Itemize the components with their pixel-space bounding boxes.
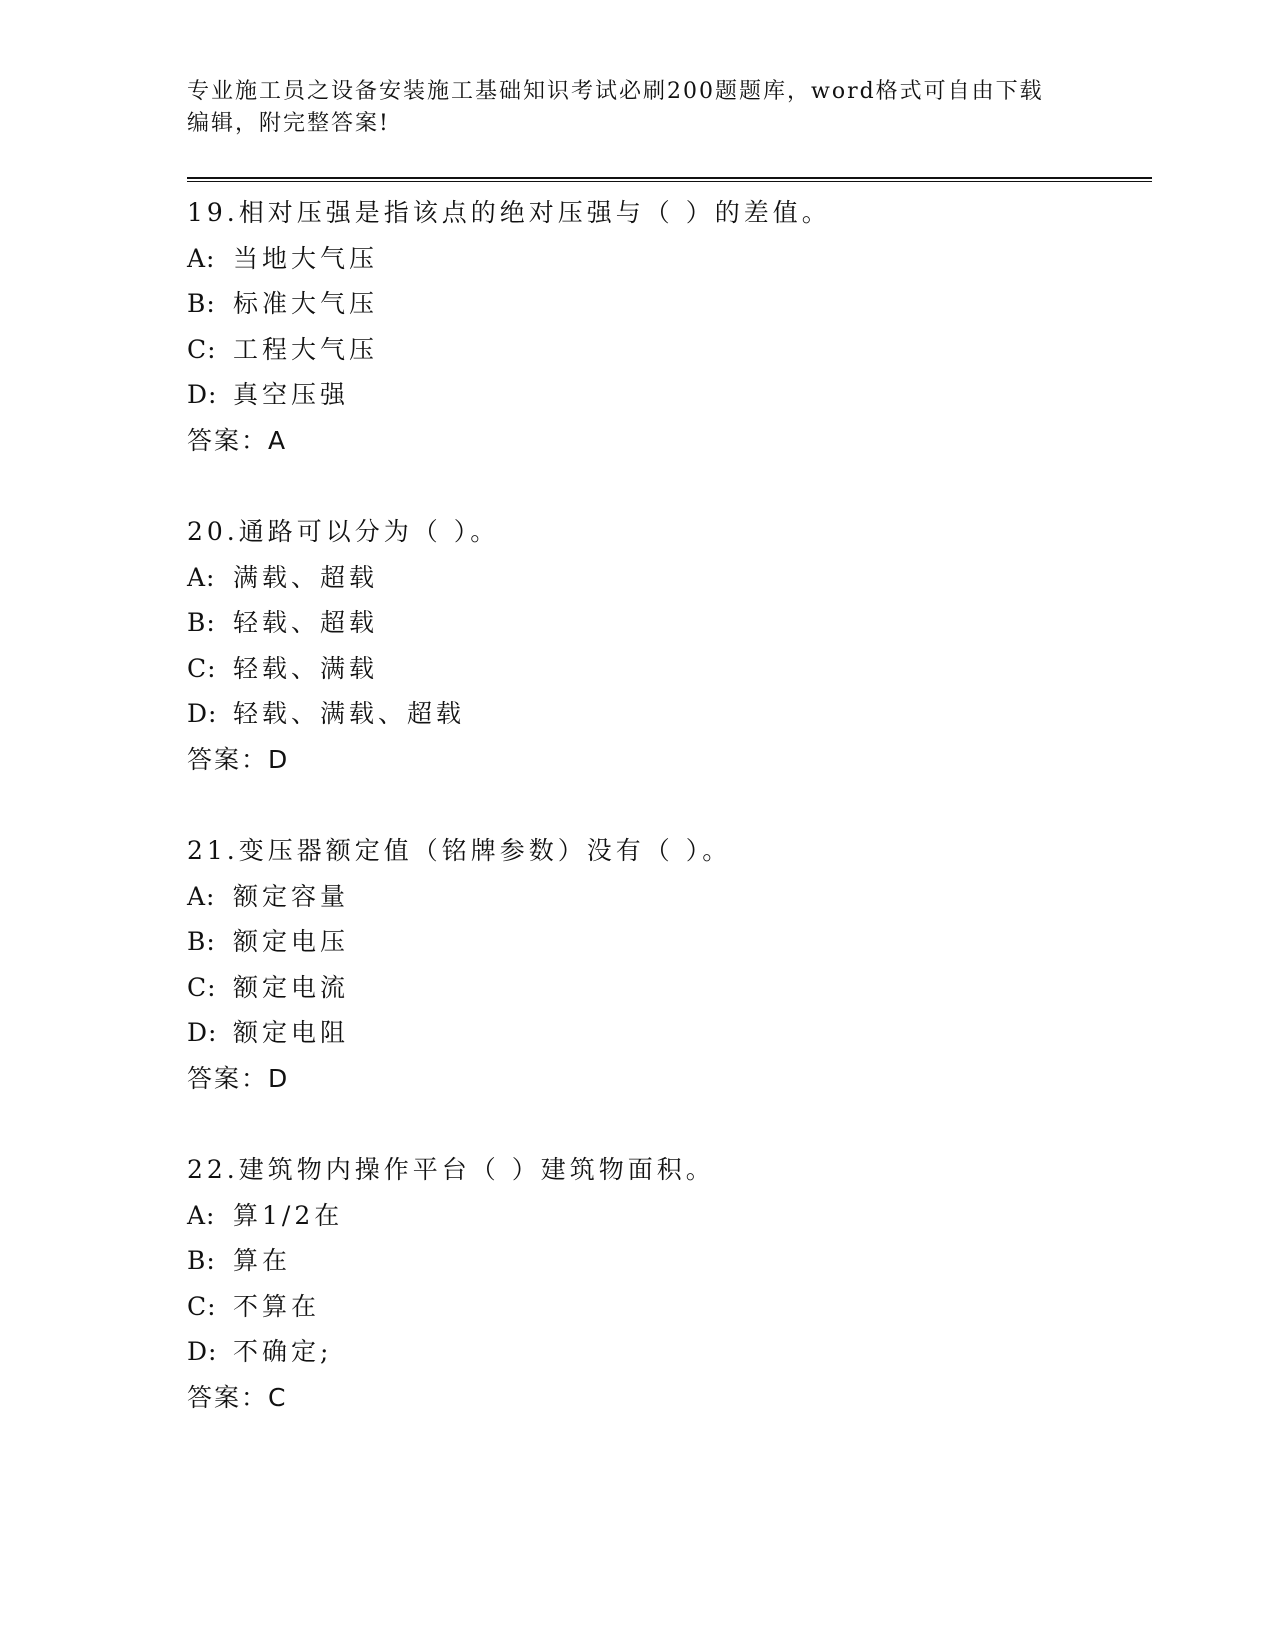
option-text: 轻载、满载、超载 <box>233 699 466 728</box>
option-text: 工程大气压 <box>233 334 379 364</box>
option-d <box>187 691 1147 737</box>
option-a <box>187 236 1147 282</box>
question-stem: 21.变压器额定值（铭牌参数）没有（ ）。 <box>187 836 732 865</box>
header-divider <box>187 177 1152 182</box>
option-key: A: <box>187 881 216 911</box>
answer-line: 答案：C <box>187 1382 288 1412</box>
option-key: D: <box>187 1018 218 1047</box>
option-key: B: <box>187 608 216 637</box>
option-key: D: <box>187 699 218 728</box>
option-b <box>187 281 1147 327</box>
option-b <box>187 1238 1147 1284</box>
option-key: D: <box>187 380 218 409</box>
option-key: C: <box>187 334 217 364</box>
option-text: 额定电阻 <box>233 1018 350 1047</box>
answer-line: 答案：A <box>187 425 288 455</box>
option-key: B: <box>187 1246 216 1275</box>
option-text: 不算在 <box>233 1291 321 1321</box>
question-20 <box>187 509 1147 782</box>
option-d <box>187 1329 1147 1375</box>
option-c <box>187 965 1147 1011</box>
option-key: A: <box>187 243 216 273</box>
option-a <box>187 1193 1147 1239</box>
option-key: D: <box>187 1337 218 1366</box>
document-header <box>187 76 1067 140</box>
question-stem: 20.通路可以分为（ ）。 <box>187 517 500 546</box>
option-key: B: <box>187 289 216 318</box>
option-key: C: <box>187 972 217 1002</box>
option-text: 真空压强 <box>233 380 350 409</box>
header-title-line-2: 编辑，附完整答案! <box>187 111 390 136</box>
question-stem: 19.相对压强是指该点的绝对压强与（ ）的差值。 <box>187 198 831 227</box>
option-text: 轻载、满载 <box>233 653 379 683</box>
option-b <box>187 600 1147 646</box>
option-text: 满载、超载 <box>233 562 379 592</box>
option-a <box>187 874 1147 920</box>
option-key: C: <box>187 653 217 683</box>
option-text: 算1/2在 <box>233 1200 344 1230</box>
option-a <box>187 555 1147 601</box>
question-stem: 22.建筑物内操作平台（ ）建筑物面积。 <box>187 1155 715 1184</box>
answer-line: 答案：D <box>187 744 290 774</box>
option-key: B: <box>187 927 216 956</box>
option-d <box>187 1010 1147 1056</box>
header-title-line-1: 专业施工员之设备安装施工基础知识考试必刷200题题库，word格式可自由下载 <box>187 79 1044 104</box>
question-22 <box>187 1147 1147 1420</box>
option-text: 额定电压 <box>233 927 350 956</box>
option-text: 算在 <box>233 1246 292 1275</box>
option-d <box>187 372 1147 418</box>
option-text: 标准大气压 <box>233 289 379 318</box>
question-21 <box>187 828 1147 1101</box>
answer-line: 答案：D <box>187 1063 290 1093</box>
option-text: 当地大气压 <box>233 243 379 273</box>
option-key: A: <box>187 562 216 592</box>
question-list <box>187 190 1147 1466</box>
option-key: C: <box>187 1291 217 1321</box>
option-c <box>187 1284 1147 1330</box>
question-19 <box>187 190 1147 463</box>
option-text: 不确定; <box>233 1337 333 1366</box>
option-text: 额定容量 <box>233 881 350 911</box>
option-key: A: <box>187 1200 216 1230</box>
option-c <box>187 327 1147 373</box>
option-b <box>187 919 1147 965</box>
option-text: 轻载、超载 <box>233 608 379 637</box>
option-c <box>187 646 1147 692</box>
option-text: 额定电流 <box>233 972 350 1002</box>
